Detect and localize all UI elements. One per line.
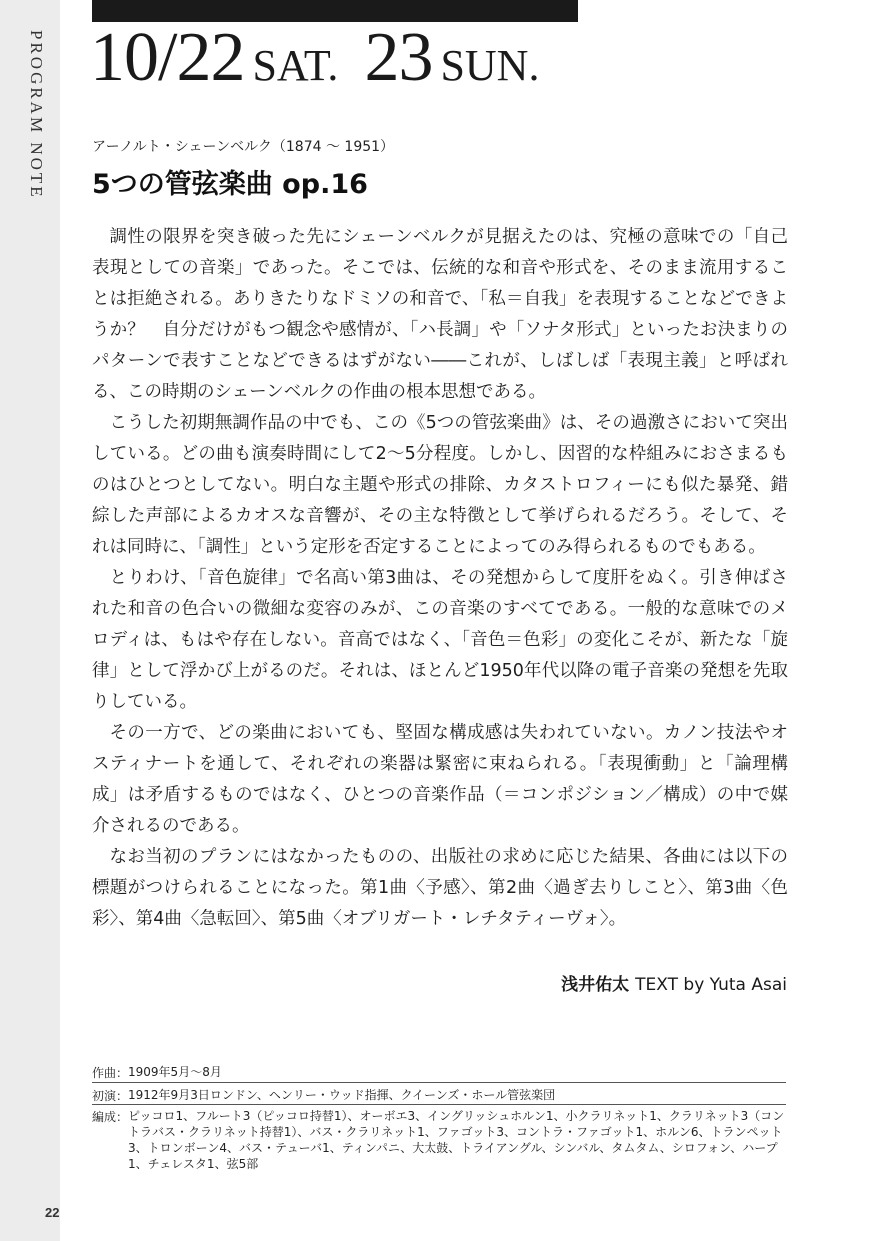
paragraph: 調性の限界を突き破った先にシェーンベルクが見据えたのは、究極の意味での「自己表現としての音楽」であった。そこでは、伝統的な和音や形式を、そのまま流用することは拒絶される。ありきたりなドミソの和音で、「私＝自我」を表現することなどできようか？ 自分だけがもつ観念や感情が、「ハ長調」や「ソナタ形式」といったお決まりのパターンで表すことなどできるはずがない――これが、しばしば「表現主義」と呼ばれる、この時期のシェーンベルクの作曲の根本思想である。 bbox=[92, 227, 788, 402]
composition-value: 1909年5月～8月 bbox=[128, 1065, 222, 1079]
composition-label: 作曲： bbox=[92, 1066, 129, 1080]
date-second: 23 bbox=[364, 19, 433, 96]
paragraph: とりわけ、「音色旋律」で名高い第3曲は、その発想からして度肝をぬく。引き伸ばされた和音の色合いの微細な変容のみが、この音楽のすべてである。一般的な意味でのメロディは、もはや存在しない。音高ではなく、「音色＝色彩」の変化こそが、新たな「旋律」として浮かび上がるのだ。それは、ほとんど1950年代以降の電子音楽の発想を先取りしている。 bbox=[92, 568, 788, 712]
divider bbox=[92, 1104, 786, 1105]
paragraph: その一方で、どの楽曲においても、堅固な構成感は失われていない。カノン技法やオスティナートを通して、それぞれの楽器は緊密に束ねられる。「表現衝動」と「論理構成」は矛盾するものではなく、ひとつの音楽作品（＝コンポジション／構成）の中で媒介されるのである。 bbox=[92, 723, 788, 836]
instrumentation-label: 編成： bbox=[92, 1110, 129, 1124]
performance-dates bbox=[90, 19, 540, 96]
piece-title: 5つの管弦楽曲 op.16 bbox=[92, 169, 368, 200]
premiere-info bbox=[92, 1087, 786, 1104]
premiere-value: 1912年9月3日ロンドン、ヘンリー・ウッド指揮、クイーンズ・ホール管弦楽団 bbox=[128, 1088, 556, 1102]
paragraph: なお当初のプランにはなかったものの、出版社の求めに応じた結果、各曲には以下の標題がつけられることになった。第1曲〈予感〉、第2曲〈過ぎ去りしこと〉、第3曲〈色彩〉、第4曲〈急転回〉、第5曲〈オブリガート・レチタティーヴォ〉。 bbox=[92, 847, 788, 929]
author-credit bbox=[561, 970, 787, 995]
divider bbox=[92, 1082, 786, 1083]
premiere-label: 初演： bbox=[92, 1089, 129, 1103]
instrumentation-info bbox=[92, 1108, 786, 1172]
date-first: 10/22 bbox=[90, 19, 245, 96]
author-byline: TEXT by Yuta Asai bbox=[635, 975, 787, 995]
paragraph: こうした初期無調作品の中でも、この《5つの管弦楽曲》は、その過激さにおいて突出している。どの曲も演奏時間にして2～5分程度。しかし、因習的な枠組みにおさまるものはひとつとしてない。明白な主題や形式の排除、カタストロフィーにも似た暴発、錯綜した声部によるカオスな音響が、その主な特徴として挙げられるだろう。そして、それは同時に、「調性」という定形を否定することによってのみ得られるものでもある。 bbox=[92, 413, 788, 557]
instrumentation-value: ピッコロ1、フルート3（ピッコロ持替1）、オーボエ3、イングリッシュホルン1、小クラリネット1、クラリネット3（コントラバス・クラリネット持替1）、バス・クラリネット1、ファゴット3、コントラ・ファゴット1、ホルン6、トランペット3、トロンボーン4、バス・テューバ1、ティンパニ、大太鼓、トライアングル、シンバル、タムタム、シロフォン、ハープ1、チェレスタ1、弦5部 bbox=[128, 1109, 785, 1171]
composer-name: アーノルト・シェーンベルク（1874 ～ 1951） bbox=[92, 139, 395, 155]
program-note-label: PROGRAM NOTE bbox=[27, 30, 46, 200]
composition-info bbox=[92, 1064, 786, 1081]
sidebar bbox=[0, 0, 60, 1241]
day-first: SAT. bbox=[252, 41, 339, 90]
author-name: 浅井佑太 bbox=[561, 975, 630, 995]
program-note-body bbox=[92, 222, 788, 935]
day-second: SUN. bbox=[440, 41, 540, 90]
page-number: 22 bbox=[45, 1205, 60, 1220]
